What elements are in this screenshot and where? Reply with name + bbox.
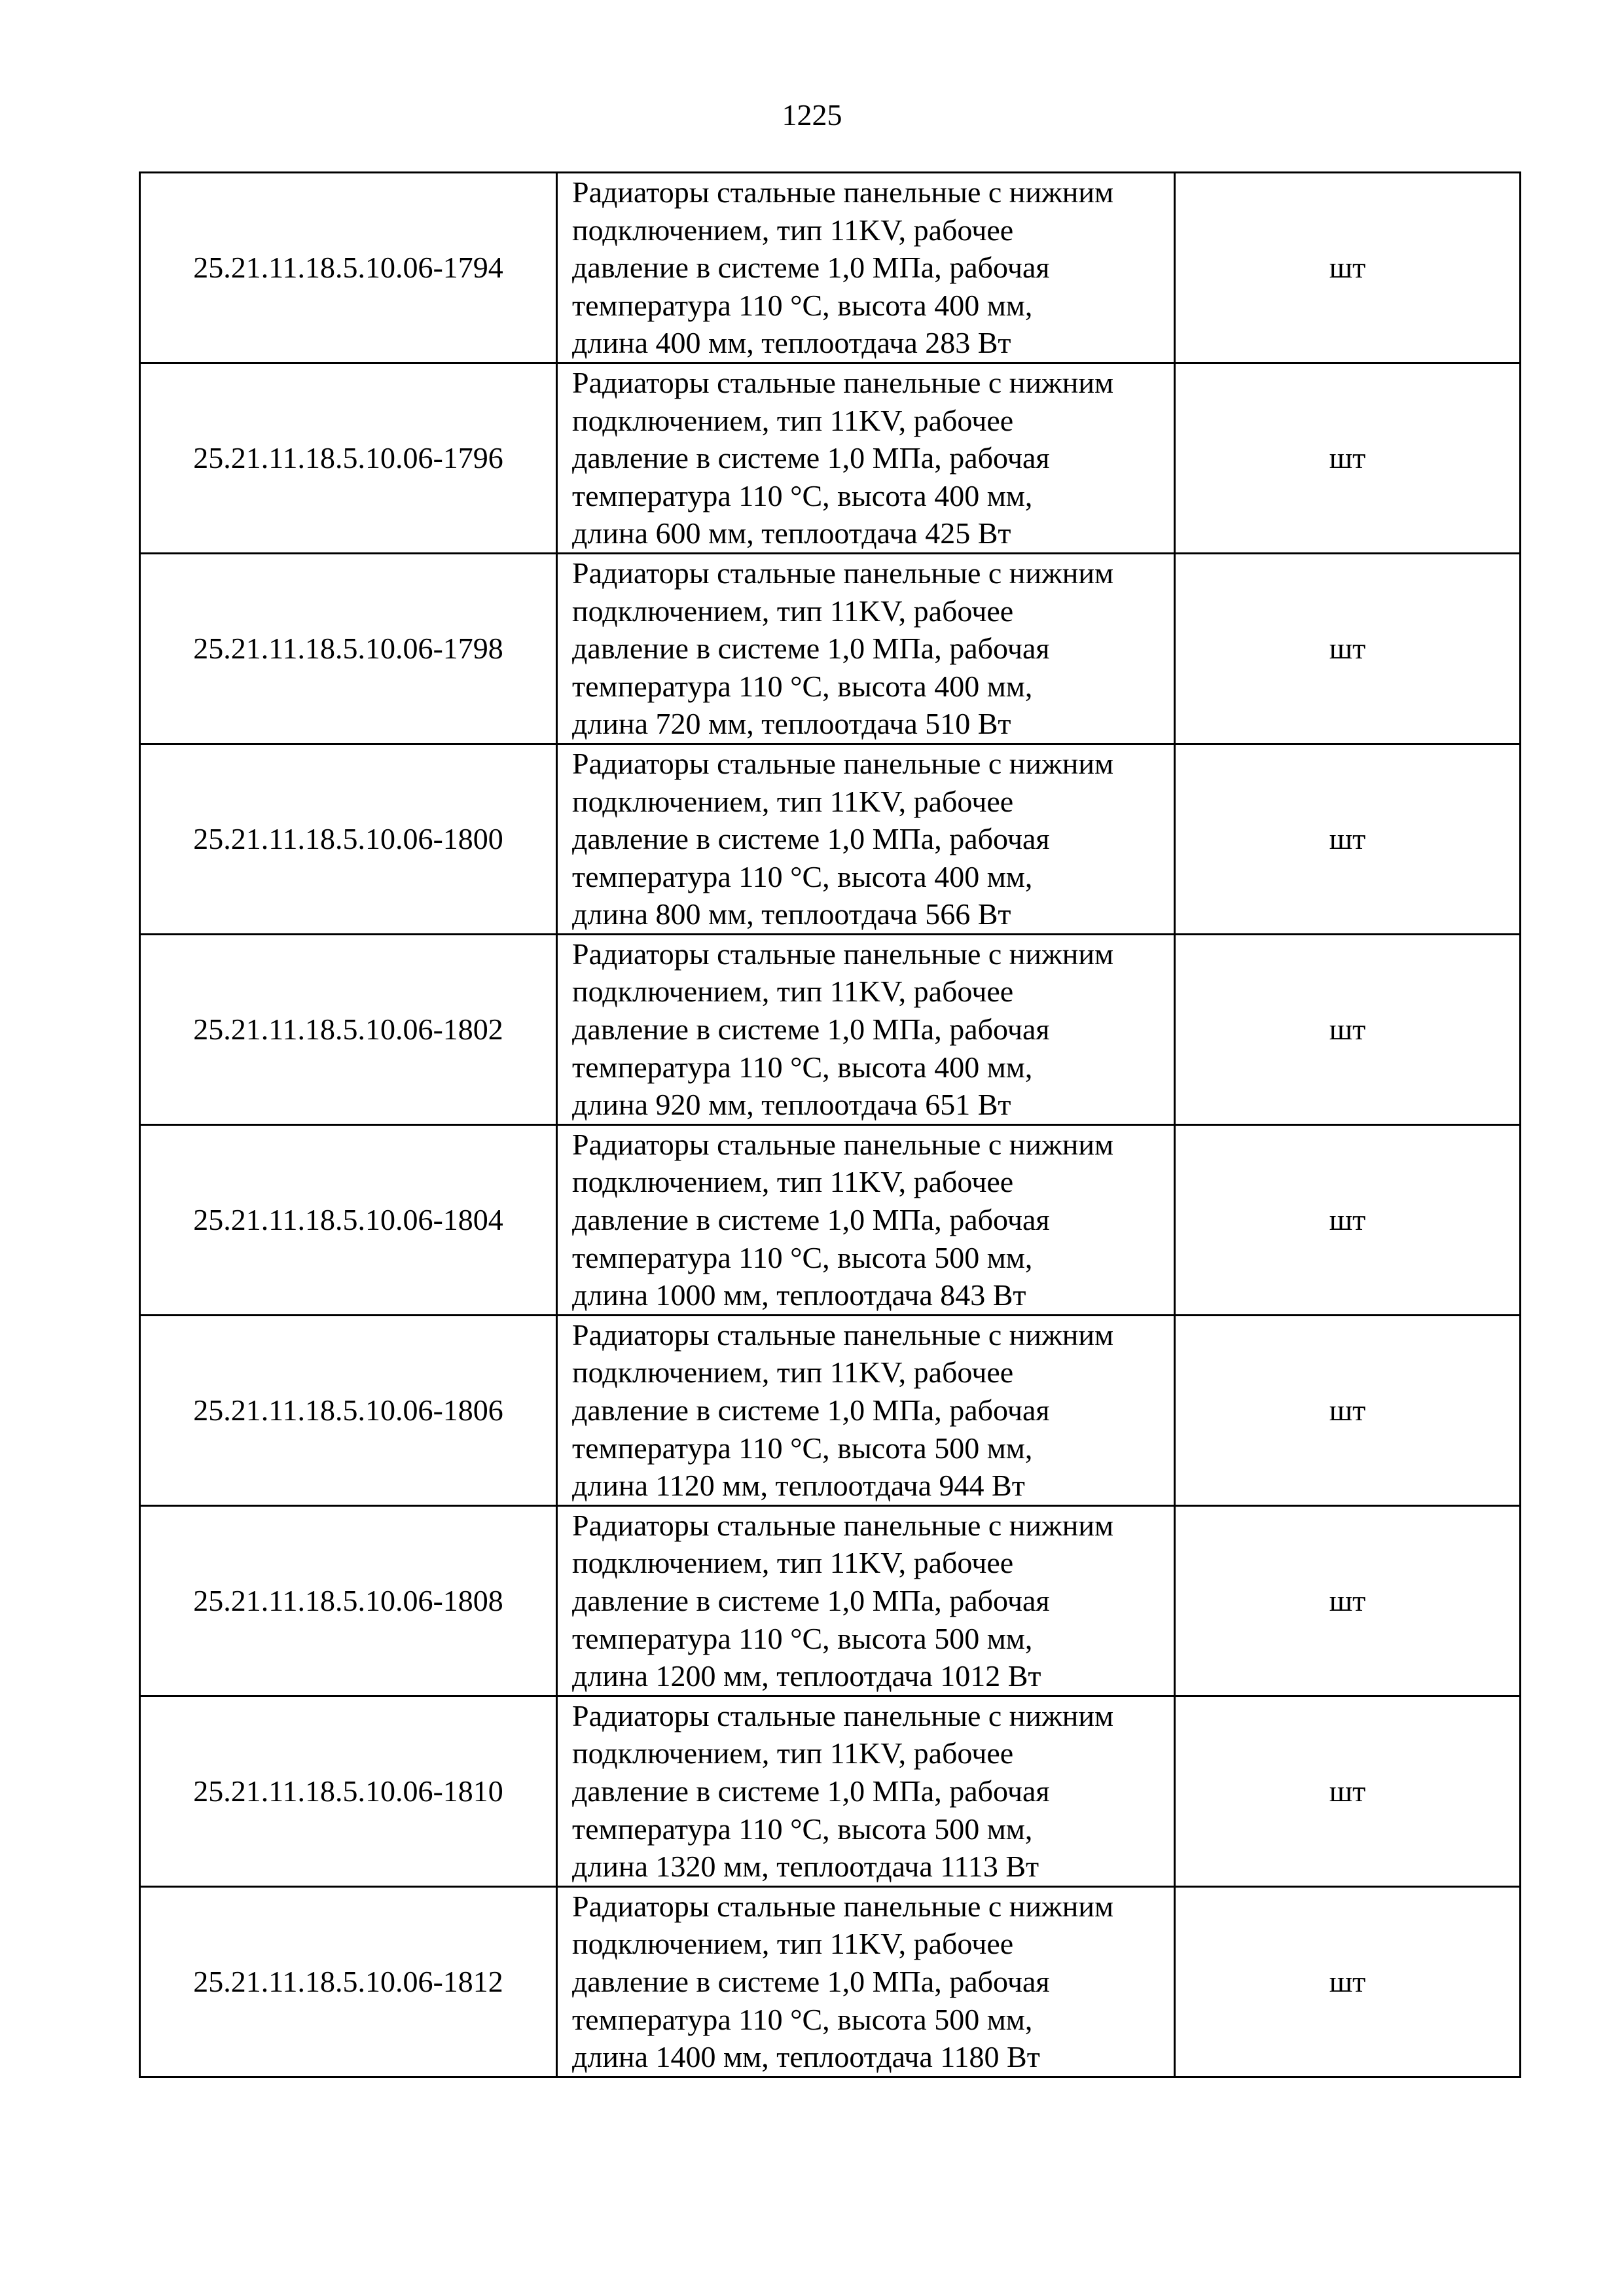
description-line: подключением, тип 11KV, рабочее (572, 1546, 1014, 1580)
description-line: подключением, тип 11KV, рабочее (572, 1165, 1014, 1199)
page-number: 1225 (782, 98, 842, 132)
resource-description (557, 1505, 1175, 1696)
resource-code: 25.21.11.18.5.10.06-1796 (140, 363, 557, 553)
description-line: температура 110 °С, высота 400 мм, (572, 859, 1033, 893)
description-line: температура 110 °С, высота 500 мм, (572, 2002, 1033, 2036)
description-line: подключением, тип 11KV, рабочее (572, 1927, 1014, 1961)
resource-code: 25.21.11.18.5.10.06-1804 (140, 1124, 557, 1315)
description-line: Радиаторы стальные панельные с нижним (572, 937, 1114, 971)
description-line: длина 1200 мм, теплоотдача 1012 Вт (572, 1659, 1041, 1693)
table-row (140, 363, 1521, 553)
description-line: подключением, тип 11KV, рабочее (572, 213, 1014, 247)
description-line: давление в системе 1,0 МПа, рабочая (572, 1393, 1050, 1427)
description-line: подключением, тип 11KV, рабочее (572, 1355, 1014, 1390)
table-row (140, 1505, 1521, 1696)
description-line: Радиаторы стальные панельные с нижним (572, 1508, 1114, 1542)
description-line: Радиаторы стальные панельные с нижним (572, 175, 1114, 209)
description-line: подключением, тип 11KV, рабочее (572, 784, 1014, 818)
unit-of-measure: шт (1175, 1886, 1521, 2077)
description-line: подключением, тип 11KV, рабочее (572, 975, 1014, 1009)
description-line: Радиаторы стальные панельные с нижним (572, 1698, 1114, 1732)
description-line: длина 920 мм, теплоотдача 651 Вт (572, 1088, 1011, 1122)
description-line: температура 110 °С, высота 400 мм, (572, 669, 1033, 703)
resource-code: 25.21.11.18.5.10.06-1798 (140, 553, 557, 744)
resource-code: 25.21.11.18.5.10.06-1794 (140, 173, 557, 363)
description-line: давление в системе 1,0 МПа, рабочая (572, 1583, 1050, 1617)
resource-description (557, 1696, 1175, 1886)
resource-code: 25.21.11.18.5.10.06-1802 (140, 934, 557, 1124)
description-line: длина 1400 мм, теплоотдача 1180 Вт (572, 2040, 1040, 2074)
description-line: Радиаторы стальные панельные с нижним (572, 365, 1114, 399)
description-line: температура 110 °С, высота 400 мм, (572, 288, 1033, 322)
resource-description (557, 934, 1175, 1124)
description-line: подключением, тип 11KV, рабочее (572, 594, 1014, 628)
resource-code: 25.21.11.18.5.10.06-1808 (140, 1505, 557, 1696)
resource-table (139, 171, 1521, 2078)
description-line: Радиаторы стальные панельные с нижним (572, 1127, 1114, 1161)
unit-of-measure: шт (1175, 744, 1521, 934)
resource-code: 25.21.11.18.5.10.06-1800 (140, 744, 557, 934)
description-line: давление в системе 1,0 МПа, рабочая (572, 632, 1050, 666)
resource-code: 25.21.11.18.5.10.06-1806 (140, 1315, 557, 1505)
description-line: длина 800 мм, теплоотдача 566 Вт (572, 897, 1011, 931)
resource-code: 25.21.11.18.5.10.06-1812 (140, 1886, 557, 2077)
resource-description (557, 744, 1175, 934)
table-row (140, 934, 1521, 1124)
table-row (140, 553, 1521, 744)
unit-of-measure: шт (1175, 173, 1521, 363)
description-line: длина 1000 мм, теплоотдача 843 Вт (572, 1278, 1026, 1312)
description-line: температура 110 °С, высота 500 мм, (572, 1812, 1033, 1846)
description-line: температура 110 °С, высота 500 мм, (572, 1431, 1033, 1465)
table-row (140, 1124, 1521, 1315)
description-line: давление в системе 1,0 МПа, рабочая (572, 441, 1050, 475)
description-line: температура 110 °С, высота 500 мм, (572, 1621, 1033, 1655)
description-line: Радиаторы стальные панельные с нижним (572, 1889, 1114, 1923)
table-row (140, 1696, 1521, 1886)
table-row (140, 744, 1521, 934)
description-line: длина 400 мм, теплоотдача 283 Вт (572, 326, 1011, 360)
resource-description (557, 1315, 1175, 1505)
resource-description (557, 173, 1175, 363)
unit-of-measure: шт (1175, 934, 1521, 1124)
description-line: давление в системе 1,0 МПа, рабочая (572, 1013, 1050, 1047)
description-line: длина 1120 мм, теплоотдача 944 Вт (572, 1469, 1025, 1503)
description-line: длина 600 мм, теплоотдача 425 Вт (572, 516, 1011, 550)
description-line: подключением, тип 11KV, рабочее (572, 403, 1014, 437)
table-row (140, 173, 1521, 363)
resource-description (557, 363, 1175, 553)
description-line: температура 110 °С, высота 400 мм, (572, 478, 1033, 512)
description-line: длина 720 мм, теплоотдача 510 Вт (572, 707, 1011, 741)
description-line: давление в системе 1,0 МПа, рабочая (572, 251, 1050, 285)
unit-of-measure: шт (1175, 1315, 1521, 1505)
resource-description (557, 1124, 1175, 1315)
resource-code: 25.21.11.18.5.10.06-1810 (140, 1696, 557, 1886)
unit-of-measure: шт (1175, 553, 1521, 744)
description-line: Радиаторы стальные панельные с нижним (572, 746, 1114, 780)
resource-description (557, 1886, 1175, 2077)
unit-of-measure: шт (1175, 1505, 1521, 1696)
unit-of-measure: шт (1175, 363, 1521, 553)
table-row (140, 1886, 1521, 2077)
description-line: Радиаторы стальные панельные с нижним (572, 556, 1114, 590)
unit-of-measure: шт (1175, 1696, 1521, 1886)
unit-of-measure: шт (1175, 1124, 1521, 1315)
description-line: давление в системе 1,0 МПа, рабочая (572, 822, 1050, 856)
description-line: давление в системе 1,0 МПа, рабочая (572, 1774, 1050, 1808)
description-line: давление в системе 1,0 МПа, рабочая (572, 1964, 1050, 1998)
resource-description (557, 553, 1175, 744)
description-line: Радиаторы стальные панельные с нижним (572, 1318, 1114, 1352)
description-line: температура 110 °С, высота 500 мм, (572, 1240, 1033, 1274)
description-line: температура 110 °С, высота 400 мм, (572, 1050, 1033, 1084)
description-line: длина 1320 мм, теплоотдача 1113 Вт (572, 1850, 1039, 1884)
table-row (140, 1315, 1521, 1505)
description-line: подключением, тип 11KV, рабочее (572, 1736, 1014, 1770)
description-line: давление в системе 1,0 МПа, рабочая (572, 1203, 1050, 1237)
